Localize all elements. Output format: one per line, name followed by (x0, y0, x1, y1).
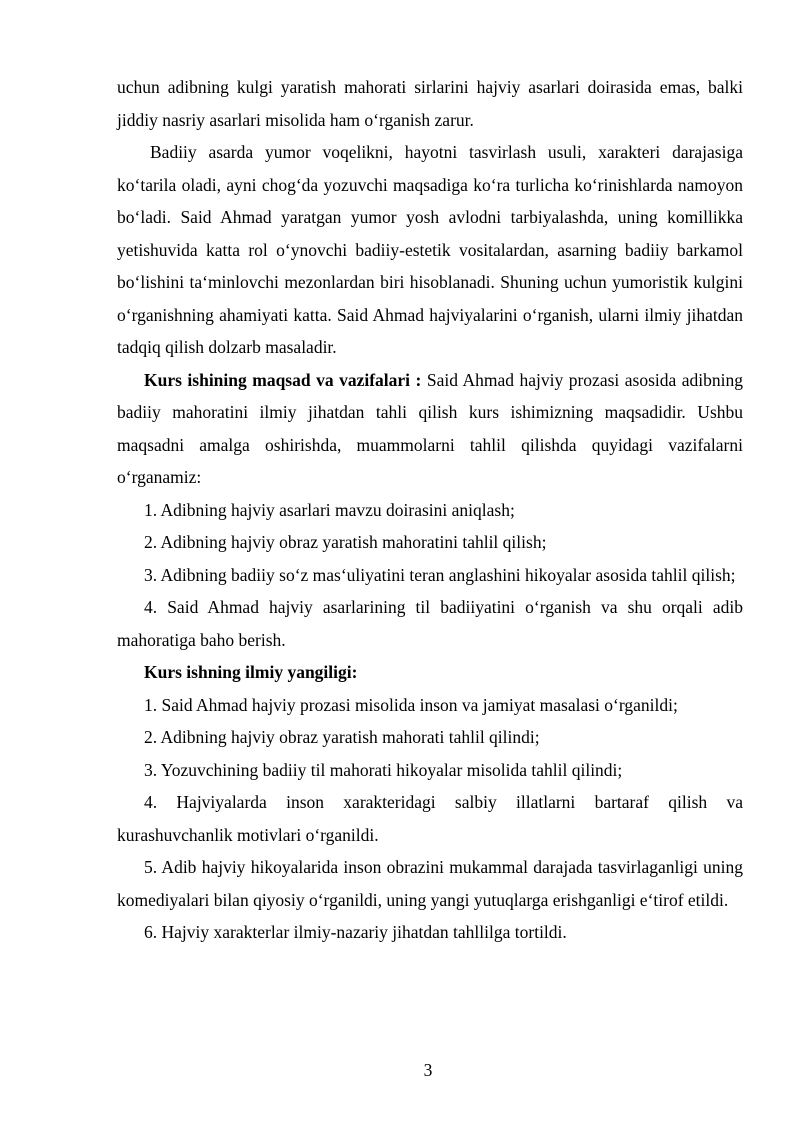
novelty-item: 1. Said Ahmad hajviy prozasi misolida inson va jamiyat masalasi o‘rganildi; (144, 694, 678, 715)
paragraph-humor: Badiiy asarda yumor voqelikni, hayotni tasvirlash usuli, xarakteri darajasiga ko‘tarila oladi, ayni chog‘da yozuvchi maqsadiga ko‘ra turlicha ko‘rinishlarda namoyon bo‘ladi. Said Ahmad yaratgan yumor yosh avlodni tarbiyalashda, uning komillikka yetishuvida katta rol o‘ynovchi badiiy-estetik vositalardan, asarning badiiy barkamol bo‘lishini ta‘minlovchi mezonlardan biri hisoblanadi. Shuning uchun yumoristik kulgini o‘rganishning ahamiyati katta. Said Ahmad hajviyalarini o‘rganish, ularni ilmiy jihatdan tadqiq qilish dolzarb masaladir. (117, 142, 743, 357)
task-item: 1. Adibning hajviy asarlari mavzu doirasini aniqlash; (144, 499, 515, 520)
novelty-item: 5. Adib hajviy hikoyalarida inson obrazini mukammal darajada tasvirlaganligi uning komediyalari bilan qiyosiy o‘rganildi, uning yangi yutuqlarga erishganligi e‘tirof etildi. (117, 857, 743, 910)
novelty-heading-text: Kurs ishning ilmiy yangiligi: (144, 662, 358, 682)
novelty-heading (117, 656, 743, 689)
novelty-item: 6. Hajviy xarakterlar ilmiy-nazariy jihatdan tahllilga tortildi. (144, 922, 567, 942)
paragraph-continuation: uchun adibning kulgi yaratish mahorati sirlarini hajviy asarlari doirasida emas, balki jiddiy nasriy asarlari misolida ham o‘rganish zarur. (117, 77, 743, 130)
goals-text: Said Ahmad hajviy prozasi asosida adibning badiiy mahoratini ilmiy jihatdan tahli qilish kurs ishimizning maqsadidir. Ushbu maqsadni amalga oshirishda, muammolarni tahlil qilishda quyidagi vazifalarni o‘rganamiz: (117, 369, 743, 487)
novelty-item: 4. Hajviyalarda inson xarakteridagi salbiy illatlarni bartaraf qilish va kurashuvchanlik motivlari o‘rganildi. (117, 792, 743, 845)
page-body (117, 71, 743, 949)
task-item: 2. Adibning hajviy obraz yaratish mahoratini tahlil qilish; (144, 532, 547, 552)
page-number: 3 (423, 1060, 433, 1080)
goals-heading: Kurs ishining maqsad va vazifalari : (144, 369, 422, 390)
novelty-item: 3. Yozuvchining badiiy til mahorati hikoyalar misolida tahlil qilindi; (144, 759, 623, 780)
task-item: 3. Adibning badiiy so‘z mas‘uliyatini teran anglashini hikoyalar asosida tahlil qilish; (144, 564, 736, 585)
paragraph-goals (117, 364, 743, 494)
novelty-item: 2. Adibning hajviy obraz yaratish mahorati tahlil qilindi; (144, 727, 540, 747)
task-item: 4. Said Ahmad hajviy asarlarining til badiiyatini o‘rganish va shu orqali adib mahoratiga baho berish. (117, 597, 743, 650)
